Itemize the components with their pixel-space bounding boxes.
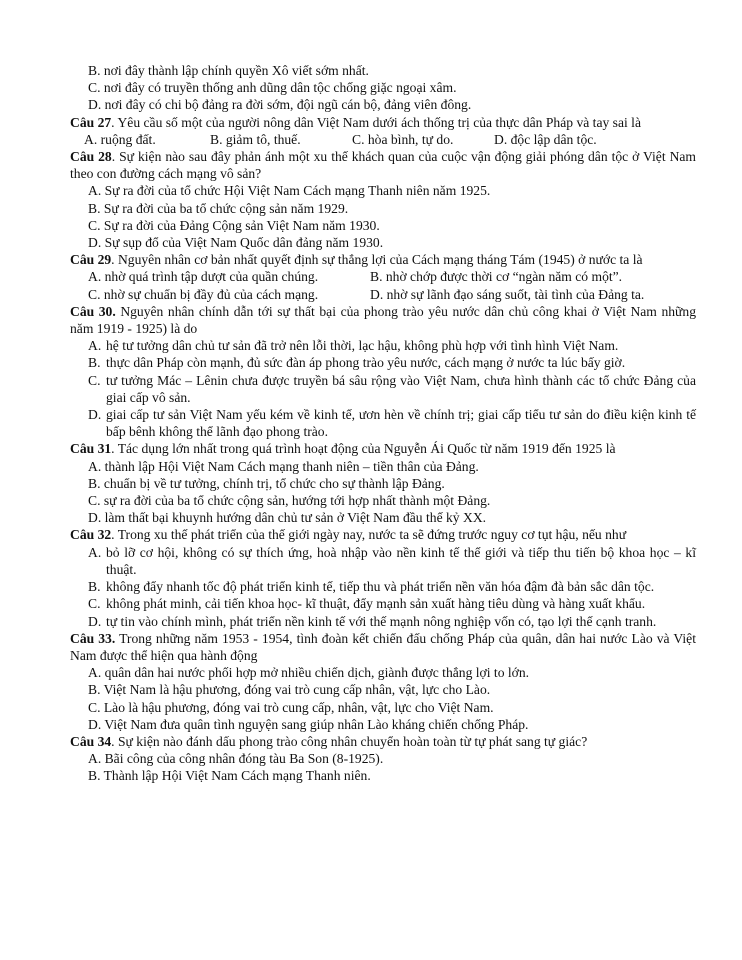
- q32-option-a: [70, 544, 696, 578]
- q32-option-d-text: tự tin vào chính mình, phát triển nền kinh tế với thế mạnh nông nghiệp vốn có, tạo lợi thế cạnh tranh.: [106, 613, 657, 629]
- q32-option-d: [70, 613, 696, 630]
- q31-option-c: C. sự ra đời của ba tổ chức cộng sản, hướng tới hợp nhất thành một Đảng.: [88, 493, 491, 509]
- q33-option-b: B. Việt Nam là hậu phương, đóng vai trò cung cấp nhân, vật, lực cho Lào.: [88, 682, 491, 698]
- question-32-text: . Trong xu thế phát triển của thế giới ngày nay, nước ta sẽ đứng trước nguy cơ tụt hậu, nếu như: [111, 527, 627, 543]
- question-30-text: Nguyên nhân chính dẫn tới sự thất bại của phong trào yêu nước dân chủ công khai ở Việt Nam những năm 1919 - 1925) là do: [70, 303, 696, 337]
- q30-option-a-label: A.: [88, 338, 102, 354]
- question-30-number: Câu 30.: [70, 303, 116, 319]
- question-28-number: Câu 28: [70, 149, 112, 165]
- q30-option-c-label: C.: [88, 372, 101, 388]
- q31-option-d: D. làm thất bại khuynh hướng dân chủ tư sản ở Việt Nam đầu thế kỷ XX.: [88, 510, 487, 526]
- q31-option-b: B. chuẩn bị về tư tưởng, chính trị, tổ chức cho sự thành lập Đảng.: [88, 475, 445, 491]
- q29-option-c: C. nhờ sự chuẩn bị đầy đủ của cách mạng.: [88, 286, 319, 302]
- q29-option-b: B. nhờ chớp được thời cơ “ngàn năm có một”.: [370, 269, 623, 285]
- q30-option-b: [70, 354, 696, 371]
- q32-option-c-label: C.: [88, 596, 101, 612]
- q27-option-b: B. giảm tô, thuế.: [210, 131, 301, 147]
- q30-option-d: [70, 406, 696, 440]
- q32-option-a-text: bỏ lỡ cơ hội, không có sự thích ứng, hoà nhập vào nền kinh tế thế giới và tiếp thu tiến bộ khoa học – kĩ thuật.: [106, 544, 696, 577]
- q30-option-c-text: tư tưởng Mác – Lênin chưa được truyền bá sâu rộng vào Việt Nam, chưa hình thành các tổ chức Đảng của giai cấp vô sản.: [106, 372, 696, 405]
- question-29-options-row2: [70, 286, 696, 303]
- q32-option-c: [70, 595, 696, 612]
- question-31-number: Câu 31: [70, 441, 112, 457]
- q27-option-d: D. độc lập dân tộc.: [494, 131, 597, 147]
- q33-option-c: C. Lào là hậu phương, đóng vai trò cung cấp, nhân, vật, lực cho Việt Nam.: [88, 699, 494, 715]
- q26-option-b: B. nơi đây thành lập chính quyền Xô viết sớm nhất.: [88, 63, 369, 78]
- question-29-number: Câu 29: [70, 252, 112, 268]
- question-34: [70, 733, 696, 750]
- question-34-text: . Sự kiện nào đánh dấu phong trào công nhân chuyển hoàn toàn từ tự phát sang tự giác?: [111, 733, 588, 749]
- q32-option-c-text: không phát minh, cải tiến khoa học- kĩ thuật, đẩy mạnh sản xuất hàng tiêu dùng và hàng xuất khẩu.: [106, 596, 646, 612]
- question-29-text: . Nguyên nhân cơ bản nhất quyết định sự thắng lợi của Cách mạng tháng Tám (1945) ở nước ta là: [111, 252, 643, 268]
- q30-option-a-text: hệ tư tưởng dân chủ tư sản đã trở nên lỗi thời, lạc hậu, không phù hợp với tình hình Việt Nam.: [106, 338, 619, 354]
- q33-option-d: D. Việt Nam đưa quân tình nguyện sang giúp nhân Lào kháng chiến chống Pháp.: [88, 716, 529, 732]
- q33-option-a: A. quân dân hai nước phối hợp mở nhiều chiến dịch, giành được thắng lợi to lớn.: [88, 665, 530, 681]
- q30-option-b-label: B.: [88, 355, 101, 371]
- question-28: [70, 148, 696, 182]
- q32-option-b: [70, 578, 696, 595]
- q30-option-d-label: D.: [88, 407, 102, 423]
- q28-option-d: D. Sự sụp đổ của Việt Nam Quốc dân đảng năm 1930.: [88, 235, 384, 251]
- question-27-text: . Yêu cầu số một của người nông dân Việt Nam dưới ách thống trị của thực dân Pháp và tay sai là: [111, 114, 641, 130]
- q32-option-a-label: A.: [88, 544, 102, 560]
- question-33-number: Câu 33.: [70, 630, 116, 646]
- q34-option-b: B. Thành lập Hội Việt Nam Cách mạng Thanh niên.: [88, 768, 371, 784]
- question-32-number: Câu 32: [70, 527, 112, 543]
- question-27: [70, 114, 696, 131]
- q28-option-c: C. Sự ra đời của Đảng Cộng sản Việt Nam năm 1930.: [88, 217, 380, 233]
- question-27-options: [70, 131, 696, 148]
- q29-option-d: D. nhờ sự lãnh đạo sáng suốt, tài tình của Đảng ta.: [370, 286, 645, 302]
- question-31-text: . Tác dụng lớn nhất trong quá trình hoạt động của Nguyễn Ái Quốc từ năm 1919 đến 1925 là: [111, 441, 616, 457]
- q30-option-a: [70, 337, 696, 354]
- q34-option-a: A. Bãi công của công nhân đóng tàu Ba Son (8-1925).: [88, 751, 384, 767]
- question-34-number: Câu 34: [70, 733, 112, 749]
- question-32: [70, 526, 696, 543]
- q31-option-a: A. thành lập Hội Việt Nam Cách mạng thanh niên – tiền thân của Đảng.: [88, 458, 479, 474]
- question-29: [70, 251, 696, 268]
- question-30: [70, 303, 696, 337]
- question-29-options-row1: [70, 268, 696, 285]
- question-33: [70, 630, 696, 664]
- q32-option-b-text: không đẩy nhanh tốc độ phát triển kinh tế, tiếp thu và phát triển nền văn hóa đậm đà bản sắc dân tộc.: [106, 579, 655, 595]
- question-28-text: . Sự kiện nào sau đây phản ánh một xu thế khách quan của cuộc vận động giải phóng dân tộc ở Việt Nam theo con đường cách mạng vô sản?: [70, 149, 697, 182]
- q28-option-b: B. Sự ra đời của ba tổ chức cộng sản năm 1929.: [88, 200, 349, 216]
- q29-option-a: A. nhờ quá trình tập dượt của quần chúng.: [88, 269, 319, 285]
- q30-option-b-text: thực dân Pháp còn mạnh, đủ sức đàn áp phong trào yêu nước, cách mạng ở nước ta lúc bấy giờ.: [106, 355, 626, 371]
- q27-option-a: A. ruộng đất.: [84, 131, 156, 147]
- q26-option-d: D. nơi đây có chi bộ đảng ra đời sớm, đội ngũ cán bộ, đảng viên đông.: [88, 97, 472, 113]
- question-27-number: Câu 27: [70, 114, 112, 130]
- q30-option-c: [70, 372, 696, 406]
- q32-option-b-label: B.: [88, 579, 101, 595]
- question-31: [70, 440, 696, 457]
- q30-option-d-text: giai cấp tư sản Việt Nam yếu kém về kinh tế, ươn hèn về chính trị; giai cấp tiểu tư sản do điều kiện kinh tế bấp bênh không thể lãnh đạo phong trào.: [106, 407, 696, 440]
- q32-option-d-label: D.: [88, 613, 102, 629]
- q27-option-c: C. hòa bình, tự do.: [352, 131, 454, 147]
- q28-option-a: A. Sự ra đời của tổ chức Hội Việt Nam Cách mạng Thanh niên năm 1925.: [88, 183, 491, 199]
- q26-option-c: C. nơi đây có truyền thống anh dũng dân tộc chống giặc ngoại xâm.: [88, 80, 457, 96]
- question-33-text: Trong những năm 1953 - 1954, tình đoàn kết chiến đấu chống Pháp của quân, dân hai nước Lào và Việt Nam được thể hiện qua hành động: [70, 630, 696, 663]
